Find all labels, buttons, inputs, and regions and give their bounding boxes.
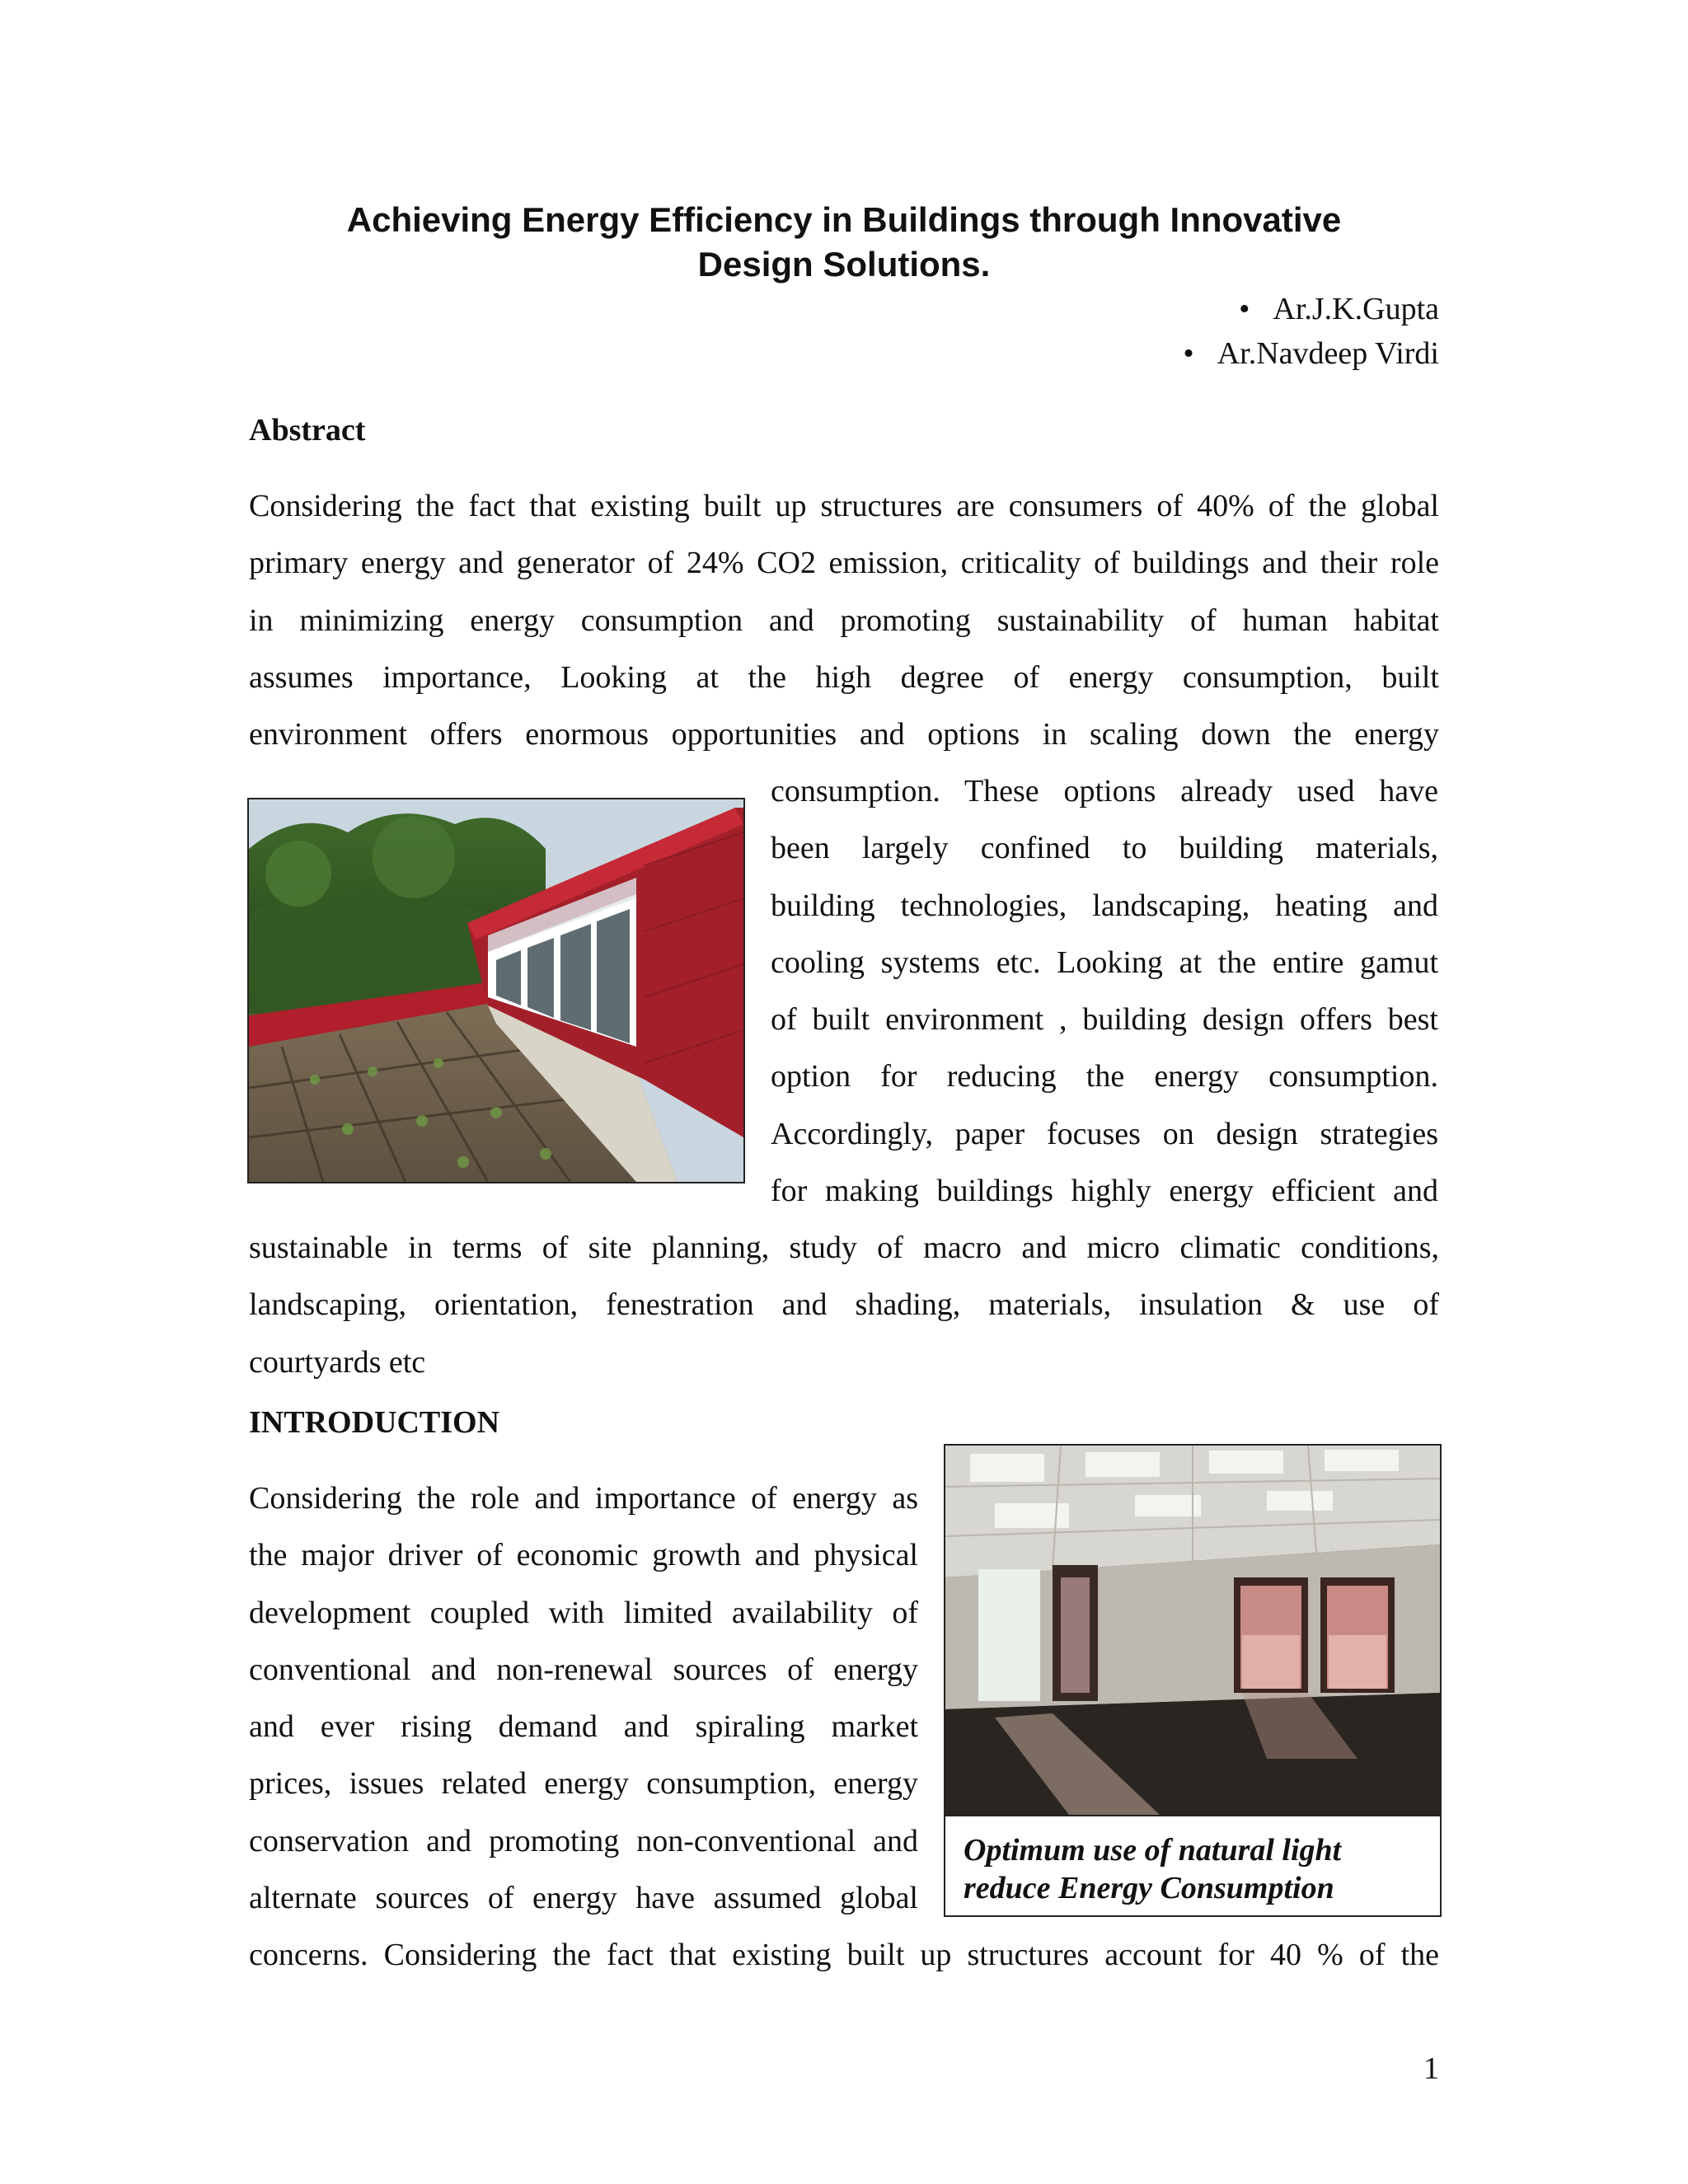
title-line-1: Achieving Energy Efficiency in Buildings through Innovative	[346, 200, 1342, 239]
author-list	[1183, 287, 1439, 376]
abstract-line: environment offers enormous opportunities and options in scaling down the energy	[249, 717, 1439, 752]
abstract-line: landscaping, orientation, fenestration and shading, materials, insulation & use of	[249, 1287, 1439, 1323]
introduction-line: concerns. Considering the fact that existing built up structures account for 40 % of the	[249, 1938, 1439, 1972]
abstract-line: of built environment , building design offers best	[771, 1002, 1438, 1038]
abstract-paragraph-bottom	[249, 1220, 1439, 1391]
abstract-heading: Abstract	[249, 413, 366, 448]
abstract-line: sustainable in terms of site planning, study of macro and micro climatic conditions,	[249, 1230, 1439, 1265]
bullet-icon: •	[1183, 336, 1194, 371]
introduction-paragraph-wrap	[249, 1470, 918, 1927]
abstract-line: consumption. These options already used have	[771, 774, 1438, 808]
office-interior-image	[944, 1444, 1442, 1816]
bullet-icon: •	[1239, 292, 1250, 326]
abstract-line: assumes importance, Looking at the high degree of energy consumption, built	[249, 659, 1439, 695]
introduction-line: alternate sources of energy have assumed global	[249, 1881, 918, 1916]
introduction-line: prices, issues related energy consumption, energy	[249, 1766, 918, 1802]
introduction-line: and ever rising demand and spiraling market	[249, 1709, 918, 1745]
abstract-line: option for reducing the energy consumption.	[771, 1059, 1438, 1094]
introduction-line: conventional and non-renewal sources of energy	[249, 1652, 918, 1687]
abstract-paragraph-wrap	[771, 763, 1438, 1220]
title-line-2: Design Solutions.	[697, 245, 991, 284]
figure-caption	[944, 1815, 1442, 1917]
green-roof-image	[247, 798, 745, 1183]
abstract-line: cooling systems etc. Looking at the entire gamut	[771, 944, 1438, 980]
introduction-line: the major driver of economic growth and physical	[249, 1538, 918, 1573]
page-number: 1	[1423, 2051, 1439, 2086]
abstract-line: been largely confined to building materials,	[771, 831, 1438, 866]
author-item	[1183, 331, 1439, 376]
abstract-line: Considering the fact that existing built up structures are consumers of 40% of the global	[249, 489, 1439, 523]
introduction-line: Considering the role and importance of energy as	[249, 1481, 918, 1516]
introduction-heading: INTRODUCTION	[249, 1405, 500, 1440]
green-roof-illustration	[249, 799, 743, 1182]
abstract-line: for making buildings highly energy efficient and	[771, 1174, 1438, 1209]
abstract-line: Accordingly, paper focuses on design strategies	[771, 1116, 1438, 1151]
office-interior-illustration	[945, 1446, 1440, 1815]
abstract-line: primary energy and generator of 24% CO2 emission, criticality of buildings and their role	[249, 546, 1439, 581]
introduction-paragraph-bottom	[249, 1927, 1439, 1984]
abstract-line: in minimizing energy consumption and promoting sustainability of human habitat	[249, 602, 1439, 638]
abstract-line: building technologies, landscaping, heating and	[771, 888, 1438, 923]
abstract-paragraph-top	[249, 478, 1439, 763]
paper-title	[247, 198, 1441, 287]
caption-line: Optimum use of natural light	[964, 1833, 1342, 1868]
abstract-line: courtyards etc	[249, 1344, 426, 1380]
author-item	[1183, 287, 1439, 331]
author-name: Ar.J.K.Gupta	[1273, 292, 1439, 326]
author-name: Ar.Navdeep Virdi	[1217, 336, 1439, 371]
caption-line: reduce Energy Consumption	[964, 1871, 1334, 1905]
introduction-line: development coupled with limited availability of	[249, 1595, 918, 1630]
introduction-line: conservation and promoting non-conventional and	[249, 1823, 918, 1858]
